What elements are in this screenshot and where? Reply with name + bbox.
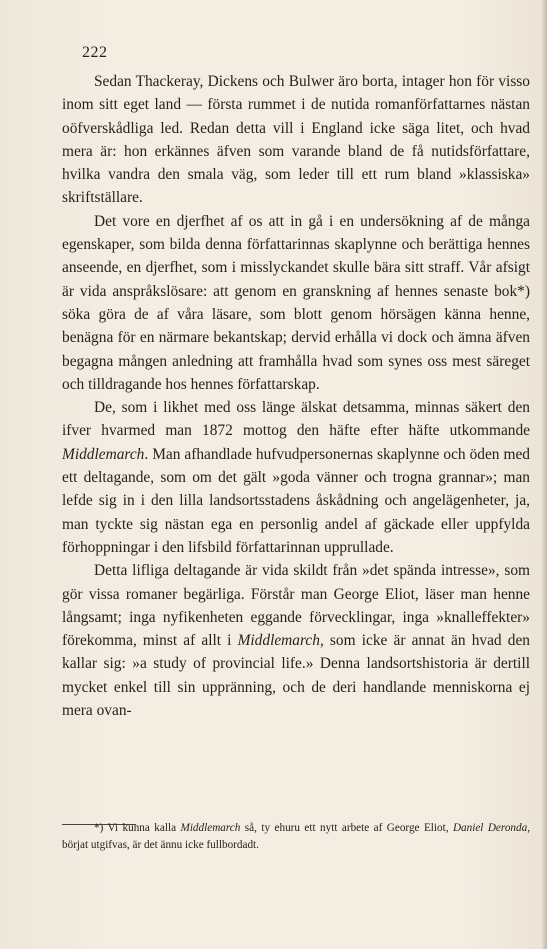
text-segment: . Man afhandlade hufvudpersonernas skaplynne och öden med ett deltagande, som om det gält »goda vänner och trogna grannar»; man lefde sig in i den lilla landsortsstadens åskådning och angelägenheter, ja, man tyckte sig nästan ega en personlig andel af gäckade eller uppfylda förhoppningar i den lifsbild författarinnan upprullade. xyxy=(62,445,530,556)
paragraph xyxy=(62,70,530,210)
footnote xyxy=(62,820,530,854)
paragraph xyxy=(62,210,530,396)
text-segment: Detta lifliga deltagande är vida skildt från »det spända intresse», som gör vissa romaner begärliga. Förstår man George Eliot, läser man henne långsamt; inga nyfikenheten eggande förvecklingar, inga »knalleffekter» förekomma, minst af allt i xyxy=(62,562,530,650)
footnote-segment: *) Vi kunna kalla xyxy=(94,822,181,834)
book-title-italic: Daniel Deronda xyxy=(452,822,528,834)
book-title-italic: Middlemarch xyxy=(62,445,145,463)
footnote-segment: , börjat utgifvas, är det ännu icke fullbordadt. xyxy=(62,822,530,851)
page-edge-shadow xyxy=(541,0,547,949)
footnote-segment: så, ty ehuru ett nytt arbete af George Eliot, xyxy=(240,822,453,834)
body-text xyxy=(62,70,530,722)
text-segment: Sedan Thackeray, Dickens och Bulwer äro borta, intager hon för visso inom sitt eget land — första rummet i de nutida romanförfattarnes nästan oöfverskådliga led. Redan detta vill i England icke säga litet, och hvad mera är: hon erkännes äfven som varande bland de få nutidsförfattare, hvilka vandra den smala väg, som leder till ett rum bland »klassiska» skriftställare. xyxy=(62,73,530,207)
text-segment: , som icke är annat än hvad den kallar sig: »a study of provincial life.» Denna landsortshistoria är dertill mycket enkel till sin uppränning, och de deri handlande menniskorna ej mera ovan- xyxy=(62,632,530,720)
paragraph xyxy=(62,559,530,722)
paragraph xyxy=(62,396,530,559)
text-segment: De, som i likhet med oss länge älskat detsamma, minnas säkert den ifver hvarmed man 1872 mottog den häfte efter häfte utkommande xyxy=(62,399,530,440)
text-segment: Det vore en djerfhet af os att in gå i en undersökning af de många egenskaper, som bilda denna författarinnas skaplynne och berättiga hennes anseende, en djerfhet, som i misslyckandet skulle bära sitt straff. Vår afsigt är vida anspråkslösare: att genom en granskning af hennes senaste bok*) söka göra de af våra läsare, som blott genom hörsägen känna henne, benägna för en närmare bekantskap; dervid erhålla vi dock och ämna äfven begagna mången anledning att framhålla hvad som synes oss mest säreget och tilldragande hos hennes författarskap. xyxy=(62,212,530,393)
page-number: 222 xyxy=(82,44,108,61)
book-title-italic: Middlemarch xyxy=(237,632,320,650)
book-title-italic: Middlemarch xyxy=(180,822,241,834)
